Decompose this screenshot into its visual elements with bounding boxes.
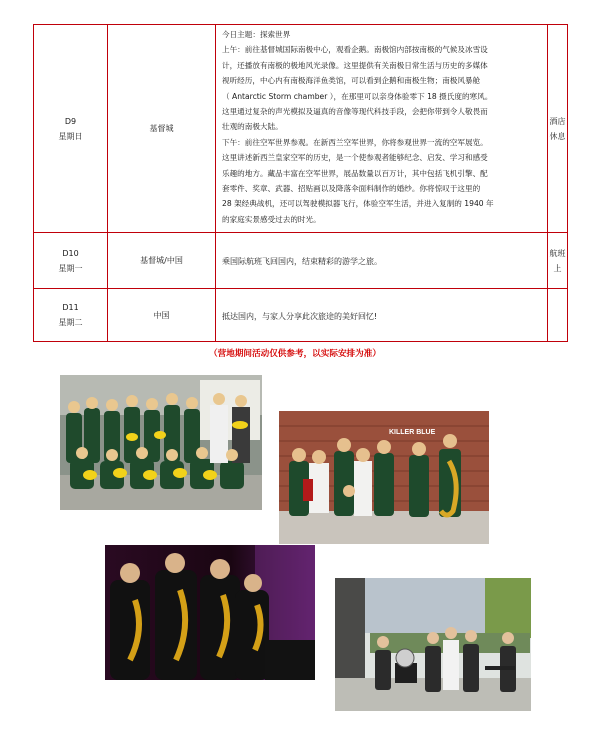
activity-line: 这里讲述新西兰皇家空军的历史，是一个使参观者能够纪念、启发、学习和感受 — [222, 153, 488, 163]
day-number: D11 — [62, 303, 79, 312]
activity-line: 下午：前往空军世界参观。在新西兰空军世界，你将参观世界一流的空军展览。 — [222, 137, 488, 147]
schedule-notice: （营地期间活动仅供参考，以实际安排为准） — [209, 349, 381, 359]
activity-line: 套零件、奖章、武器、招贴画以及降落伞面料制作的婚纱。你将惊叹于这里的 — [222, 184, 481, 194]
photo-students-ukuleles — [60, 375, 262, 510]
day-cell — [34, 289, 108, 341]
day-cell — [34, 25, 108, 232]
city-cell: 基督城 — [108, 25, 216, 232]
weekday: 星期一 — [58, 263, 83, 273]
activity-line: （ Antarctic Storm chamber ），在那里可以亲身体验零下 18 摄氏度的寒风。 — [222, 91, 493, 101]
hotel-cell: 酒店休息 — [549, 116, 566, 141]
photo-band-brick-wall — [279, 411, 489, 544]
table-row — [34, 233, 567, 289]
activity-line: 视听经历，中心内有南极海洋鱼类馆，可以看到企鹅和南极生物；南极风暴舱 — [222, 76, 481, 86]
band-sign: KILLER BLUE — [389, 429, 436, 436]
activity-cell — [216, 289, 548, 341]
hotel-cell — [548, 289, 567, 341]
hotel-cell: 航班上 — [549, 248, 566, 273]
activity-line: 乐趣的地方。藏品丰富在空军世界，展品数量以百万计，其中包括飞机引擎、配 — [222, 168, 488, 178]
activity-line: 这里通过复杂的声光模拟及逼真的音像等现代科技手段，会把你带到令人敬畏而 — [222, 107, 488, 117]
activity-line: 今日主题：探索世界 — [222, 30, 291, 39]
activity-line: 壮观的南极大陆。 — [222, 122, 283, 132]
activity-line: 乘国际航班飞回国内，结束精彩的游学之旅。 — [222, 257, 382, 266]
activity-cell — [216, 25, 548, 232]
activity-line: 抵达国内，与家人分享此次旅途的美好回忆! — [222, 311, 378, 321]
table-row — [34, 289, 567, 341]
weekday: 星期日 — [58, 131, 83, 141]
photo-saxophone-stage — [105, 545, 315, 680]
weekday: 星期二 — [58, 318, 83, 327]
activity-cell — [216, 233, 548, 288]
city-cell: 基督城/中国 — [108, 233, 216, 288]
activity-line: 计，还播放有南极的极地风光录像。这里提供有关南极日常生活与历史的多媒体 — [222, 60, 488, 70]
day-number: D9 — [64, 116, 77, 126]
day-number: D10 — [62, 248, 79, 258]
city-cell: 中国 — [108, 289, 216, 341]
day-cell — [34, 233, 108, 288]
activity-line: 28 架经典战机，还可以驾驶模拟器飞行，体验空军生活，并进入复制的 1940 年 — [222, 199, 494, 209]
itinerary-table — [33, 24, 568, 342]
activity-line: 的家庭实景感受过去的时光。 — [222, 214, 321, 224]
activity-line: 上午：前往基督城国际南极中心，观看企鹅。南极馆内部按南极的气候及冰雪设 — [222, 45, 488, 55]
photo-outdoor-performance — [335, 578, 531, 711]
table-row — [34, 25, 567, 233]
